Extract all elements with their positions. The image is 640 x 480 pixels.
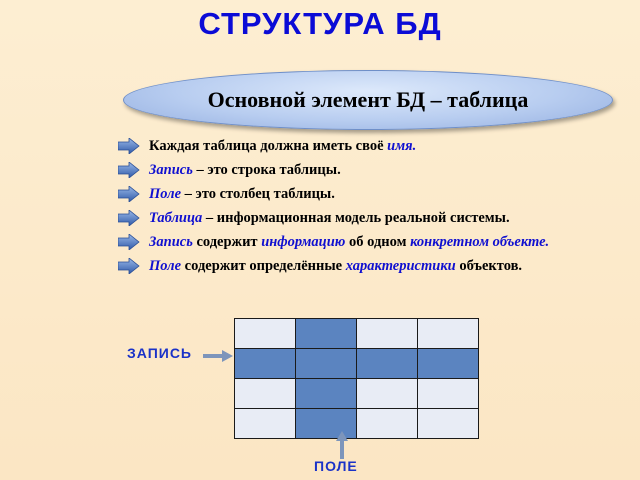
bullet-item xyxy=(118,233,623,251)
bullet-arrow-icon xyxy=(118,138,140,154)
table-cell xyxy=(357,409,418,439)
table-cell xyxy=(296,349,357,379)
table-cell xyxy=(357,379,418,409)
bullet-list xyxy=(118,137,623,281)
bullet-text: Поле xyxy=(149,186,182,202)
bullet-text: об одном xyxy=(345,234,411,250)
main-element-oval xyxy=(123,70,613,130)
bullet-text: Каждая таблица должна иметь своё xyxy=(149,138,388,154)
bullet-text: объектов. xyxy=(455,258,523,274)
table-cell xyxy=(296,319,357,349)
bullet-arrow-icon xyxy=(118,210,140,226)
bullet-item xyxy=(118,137,623,155)
bullet-item xyxy=(118,161,623,179)
table-cell xyxy=(235,409,296,439)
slide-title: СТРУКТУРА БД xyxy=(198,6,442,41)
oval-text: Основной элемент БД – таблица xyxy=(207,87,529,112)
bullet-text: – информационная модель реальной системы. xyxy=(202,210,510,226)
table-row xyxy=(235,349,479,379)
bullet-text: характеристики xyxy=(345,258,456,274)
table-cell xyxy=(235,319,296,349)
bullet-text: содержит xyxy=(192,234,262,250)
record-arrow-icon xyxy=(202,348,234,364)
bullet-text: Поле xyxy=(149,258,182,274)
bullet-arrow-icon xyxy=(118,186,140,202)
table-cell xyxy=(357,319,418,349)
table-row xyxy=(235,379,479,409)
table-row xyxy=(235,409,479,439)
bullet-text: Запись xyxy=(149,162,193,178)
bullet-text: Запись xyxy=(149,234,193,250)
bullet-text: Таблица xyxy=(149,210,203,226)
bullet-item xyxy=(118,185,623,203)
bullet-text: содержит определённые xyxy=(181,258,346,274)
bullet-arrow-icon xyxy=(118,162,140,178)
bullet-item xyxy=(118,209,623,227)
table-cell xyxy=(418,409,479,439)
bullet-text: имя. xyxy=(387,138,417,154)
bullet-text: – это столбец таблицы. xyxy=(181,186,335,202)
bullet-text: – это строка таблицы. xyxy=(192,162,341,178)
bullet-text: информацию xyxy=(261,234,346,250)
table-cell xyxy=(418,319,479,349)
table-cell xyxy=(357,349,418,379)
bullet-item xyxy=(118,257,623,275)
bullet-arrow-icon xyxy=(118,234,140,250)
table-cell xyxy=(418,349,479,379)
record-label: ЗАПИСЬ xyxy=(127,345,192,361)
bullet-arrow-icon xyxy=(118,258,140,274)
field-label: ПОЛЕ xyxy=(314,458,358,474)
table-cell xyxy=(418,379,479,409)
bullet-text: конкретном объекте. xyxy=(410,234,550,250)
table-cell xyxy=(296,379,357,409)
example-table xyxy=(234,318,479,439)
table-cell xyxy=(235,379,296,409)
table-row xyxy=(235,319,479,349)
table-cell xyxy=(235,349,296,379)
field-arrow-icon xyxy=(334,430,350,460)
